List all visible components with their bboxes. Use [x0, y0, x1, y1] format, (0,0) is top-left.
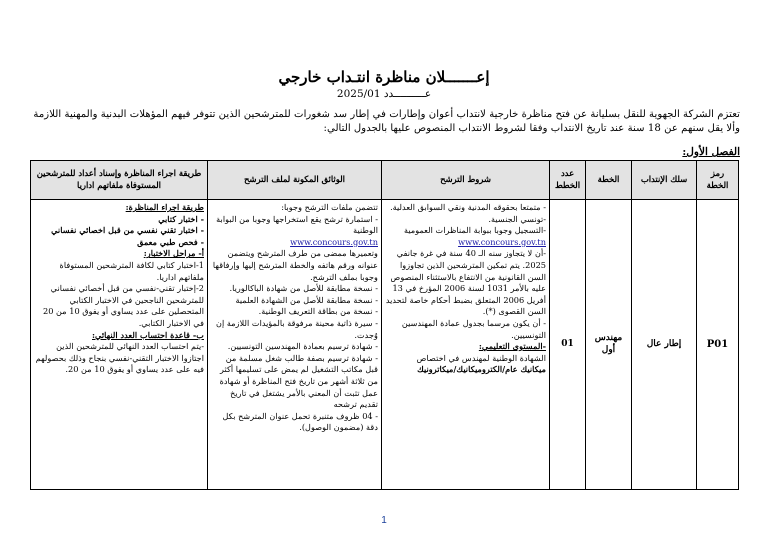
condition-registration: -التسجيل وجوبا ببوابة المناظرات العمومية — [403, 225, 546, 236]
final-score-heading: ب- قاعدة احتساب العدد النهائي: — [92, 329, 204, 340]
header-procedure: طريقة اجراء المناظرة وإسناد أعداد للمترشحين المستوفاة ملفاتهم اداريا — [31, 161, 208, 200]
cell-conditions — [382, 200, 550, 490]
header-count: عدد الخطط — [550, 161, 586, 200]
documents-concours-link[interactable]: www.concours.gov.tn — [290, 236, 378, 247]
stage-one: 1-اختبار كتابي لكافة المترشحين المستوفاة ملفاتهم اداريا. — [59, 259, 204, 282]
intro-paragraph: تعتزم الشركة الجهوية للنقل بسليانة عن فتح مناظرة خارجية لانتداب أعوان وإطارات في إطار سد شغورات للمترشحين الذين تتوفر فيهم المؤهلات البدنية والمهنية اللازمة وألا يقل سنهم عن 18 سنة عند تاريخ الانتداب وفقا لشروط الانتداب المنصوص عليها بالجدول التالي: — [33, 109, 740, 134]
header-code: رمز الخطة — [697, 161, 739, 200]
final-score-rule: -يتم احتساب العدد النهائي للمترشحين الذين اجتازوا الاختبار التقني-نفسي بنجاح وذلك بحصولهم فيه على عدد يساوي أو يفوق 10 من 20. — [35, 341, 204, 375]
cell-code: P01 — [697, 200, 739, 490]
page-number: 1 — [381, 515, 387, 526]
cell-documents — [208, 200, 382, 490]
announcement-number: عــــــــــدد 2025/01 — [336, 88, 432, 100]
condition-rights: - متمتعا بحقوقه المدنية ونقي السوابق العدلية. — [390, 202, 546, 212]
header-position: الخطة — [586, 161, 632, 200]
cell-procedure — [31, 200, 208, 490]
document-bac: - نسخة مطابقة للأصل من شهادة الباكالوريا. — [229, 283, 378, 294]
stage-two: 2-إختبار تقني-نفسي من قبل أخصائي نفساني للمترشحين الناجحين في الاختبار الكتابي المتحصلين على عدد يساوي أو يفوق 10 من 20 في الاختبار الكتابي. — [43, 283, 204, 328]
education-level-label: -المستوى التعليمي: — [478, 341, 546, 352]
table-header-row — [31, 161, 739, 200]
procedure-written-test: - اختبار كتابي — [158, 213, 204, 224]
condition-nationality: -تونسي الجنسية. — [488, 213, 546, 224]
procedure-psych-test: - اختبار تقني نفسي من قبل اخصائي نفساني — [51, 225, 204, 236]
document-envelopes: - 04 ظروف متنبرة تحمل عنوان المترشح بكل دقة (مضمون الوصول). — [222, 410, 378, 433]
announcement-title: إعـــــــلان مناظرة انتـداب خارجي — [278, 68, 490, 86]
document-form-details: وتعميرها ممضى من طرف المترشح ويتضمن عنوانه ورقم هاتفه والخطة المترشح إليها وإرفاقها وجوبا بملف الترشح. — [212, 248, 378, 282]
condition-degree: الشهادة الوطنية لمهندس في اختصاص — [416, 352, 546, 363]
condition-age: -أن لا يتجاوز سنه الـ 40 سنة في غرة جانفي 2025. يتم تمكين المترشحين الذين تجاوزوا السن القانونية من الانتفاع بالاستثناء المنصوص عليه بالأمر 1031 لسنة 2006 المؤرخ في 13 أفريل 2006 المتعلق بضبط أحكام خاصة لتحديد السن القصوى (*). — [385, 248, 546, 317]
document-employment: - شهادة ترسيم بصفة طالب شغل مسلمة من قبل مكاتب التشغيل لم يمض على تسليمها أكثر من ثلاثة أشهر من تاريخ فتح المناظرة أو شهادة عمل تثبت أن المعني بالأمر يشتغل في تاريخ تقديم ترشحه — [219, 352, 378, 410]
condition-specialty: ميكانيك عام/الكتروميكانيك/ميكاترونيك — [417, 364, 546, 375]
condition-order: - أن يكون مرسما بجدول عمادة المهندسين التونسيين. — [401, 317, 546, 340]
procedure-heading: طريقة اجراء المناظرة: — [125, 202, 204, 212]
document-id: - نسخة من بطاقة التعريف الوطنية. — [258, 306, 378, 317]
header-documents: الوثائق المكونة لملف الترشح — [208, 161, 382, 200]
documents-intro: تتضمن ملفات الترشح وجوبا: — [281, 202, 378, 212]
cell-grade: إطار عال — [632, 200, 697, 490]
document-diploma: - نسخة مطابقة للأصل من الشهادة العلمية — [235, 294, 378, 305]
procedure-medical: - فحص طبي معمق — [137, 236, 204, 247]
section-label: الفصل الأول: — [682, 146, 740, 158]
concours-link[interactable]: www.concours.gov.tn — [458, 236, 546, 247]
header-grade: سلك الإنتداب — [632, 161, 697, 200]
document-engineer-order: - شهادة ترسيم بعمادة المهندسين التونسيين. — [227, 341, 378, 352]
document-form: - استمارة ترشح يقع استخراجها وجوبا من البوابة الوطنية — [216, 213, 378, 236]
table-row — [31, 200, 739, 490]
positions-table — [30, 160, 739, 490]
stages-heading: أ- مراحل الاختبار: — [143, 248, 204, 259]
cell-count: 01 — [550, 200, 586, 490]
cell-position: مهندس أول — [586, 200, 632, 490]
document-cv: - سيرة ذاتية محينة مرفوقة بالمؤيدات اللازمة إن وُجدت. — [216, 317, 378, 340]
header-conditions: شروط الترشح — [382, 161, 550, 200]
